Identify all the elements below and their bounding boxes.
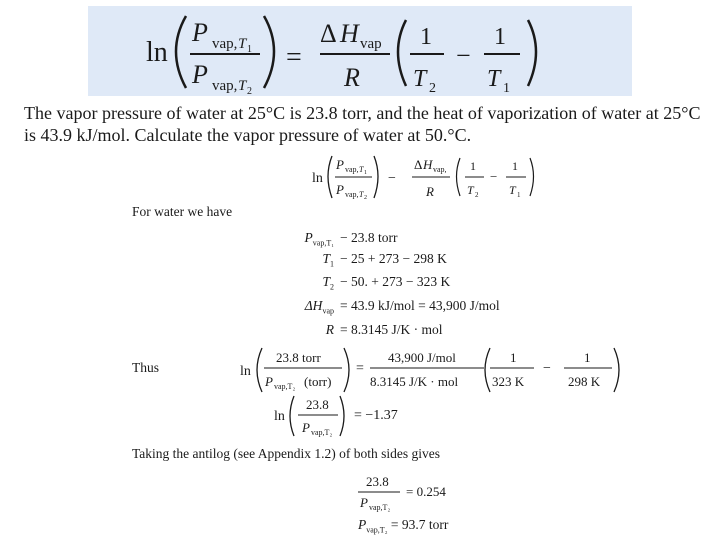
final-equation: $P_{vap,T_2} = 93.7$ torr [358,517,449,535]
small-paren-l2 [457,158,461,196]
small-paren-r2 [530,158,534,196]
small-t-den: T [359,190,364,199]
enthalpy-h: H [340,19,359,48]
given-rhs-r: = 8.3145 J/K · mol [340,322,443,337]
thus-den-sub: vap,T₂ [274,382,296,391]
thus-paren-l2 [485,348,490,392]
thus-ln: ln [240,364,251,379]
small-two-den: 2 [364,195,367,201]
ratio-rhs: = 0.254 [406,484,446,499]
ln-eq-ln: ln [274,409,285,424]
ln-eq-rhs: = −1.37 [354,408,398,423]
thus-label: Thus [132,360,159,375]
right-paren [264,16,274,88]
thus-t2: 323 K [492,374,525,389]
for-water-label: For water we have [132,204,233,219]
paren-open-2 [398,20,406,86]
ratio-den-p: P [360,495,368,510]
given-rhs-dh: = 43.9 kJ/mol = 43,900 J/mol [340,298,500,313]
given-lhs-t1: $T_1$ [322,251,334,269]
ln-equation [272,394,432,440]
p-denominator-sub: vap, [212,78,238,94]
gas-constant-r: R [344,63,360,92]
small-equation [310,150,550,202]
small-vap-num: vap, [345,165,359,174]
ln-eq-num: 23.8 [306,397,329,412]
ratio-equation [356,472,496,512]
problem-statement: The vapor pressure of water at 25°C is 23.8 torr, and the heat of vaporization of water at 25°C is 43.9 kJ/mol. Calculate the vapor pressure of water at 50.°C. [24,103,701,145]
thus-den-p: P [265,374,273,389]
t-b: T [487,66,501,92]
given-lhs-t2: $T_2$ [322,274,334,292]
thus-den-unit: (torr) [304,374,332,389]
left-paren [176,16,186,88]
given-rhs-t1: − 25 + 273 − 298 K [340,251,447,266]
thus-num: 23.8 torr [276,350,321,365]
thus-t1: 298 K [568,374,601,389]
thus-equals: = [356,361,364,376]
thus-equation [238,344,638,396]
small-p-num: P [336,157,344,172]
small-t1-sub: 1 [517,191,521,199]
ln-eq-den-p: P [302,420,310,435]
p-numerator-sub: vap, [212,36,238,52]
given-lhs-r: R [325,322,334,337]
small-minus-2: − [490,169,498,184]
small-paren-r [374,156,378,198]
one-numerator-a: 1 [420,24,432,50]
ratio-den-sub: vap,T₂ [369,503,391,512]
antilog-label: Taking the antilog (see Appendix 1.2) of both sides gives [132,446,441,461]
small-one-num: 1 [364,170,367,176]
thus-one-a: 1 [510,350,517,365]
ratio-num: 23.8 [366,474,389,489]
small-p-den: P [336,182,344,197]
one-numerator-b: 1 [494,24,506,50]
p-numerator-sub-index: 1 [247,44,252,55]
given-rhs-t2: − 50. + 273 − 323 K [340,274,451,289]
p-denominator: P [192,60,208,89]
given-lhs-dh: $\Delta H_{vap}$ [304,298,334,316]
small-t-num: T [359,165,364,174]
thus-one-b: 1 [584,350,591,365]
small-minus-1: − [388,171,396,186]
thus-paren-r [344,348,349,392]
small-delta: Δ [414,157,423,172]
minus-sign: − [456,41,471,70]
clausius-clapeyron-equation [88,6,632,96]
small-t1: T [509,183,516,197]
small-r: R [426,184,434,199]
thus-rhs-den: 8.3145 J/K · mol [370,374,459,389]
small-ln: ln [312,171,323,186]
p-numerator-sub-t: T [238,36,247,52]
p-denominator-sub-index: 2 [247,86,252,96]
small-hvap: vap, [433,165,447,174]
small-t2: T [467,183,474,197]
small-one-a: 1 [470,159,476,173]
thus-paren-l [257,348,262,392]
small-paren-l [328,156,332,198]
small-h: H [423,157,433,172]
equals-sign: = [286,42,302,73]
t2-sub: 2 [429,81,436,96]
t1-sub: 1 [503,81,510,96]
ln-eq-paren-r [340,396,344,436]
thus-paren-r2 [614,348,619,392]
small-vap-den: vap, [345,190,359,199]
small-t2-sub: 2 [475,191,479,199]
p-numerator: P [192,18,208,47]
ln-eq-paren-l [290,396,294,436]
ln-eq-den-sub: vap,T₂ [311,428,333,437]
thus-rhs-num: 43,900 J/mol [388,350,456,365]
ln-symbol: ln [146,37,168,68]
t-a: T [413,66,427,92]
small-one-b: 1 [512,159,518,173]
p-denominator-sub-t: T [238,78,247,94]
given-rhs-p: − 23.8 torr [340,230,398,245]
thus-minus: − [543,361,551,376]
enthalpy-sub: vap [360,36,382,52]
given-lhs-p: $P_{vap,T_1}$ [304,230,334,248]
paren-close-2 [528,20,536,86]
delta-symbol: Δ [320,19,337,48]
